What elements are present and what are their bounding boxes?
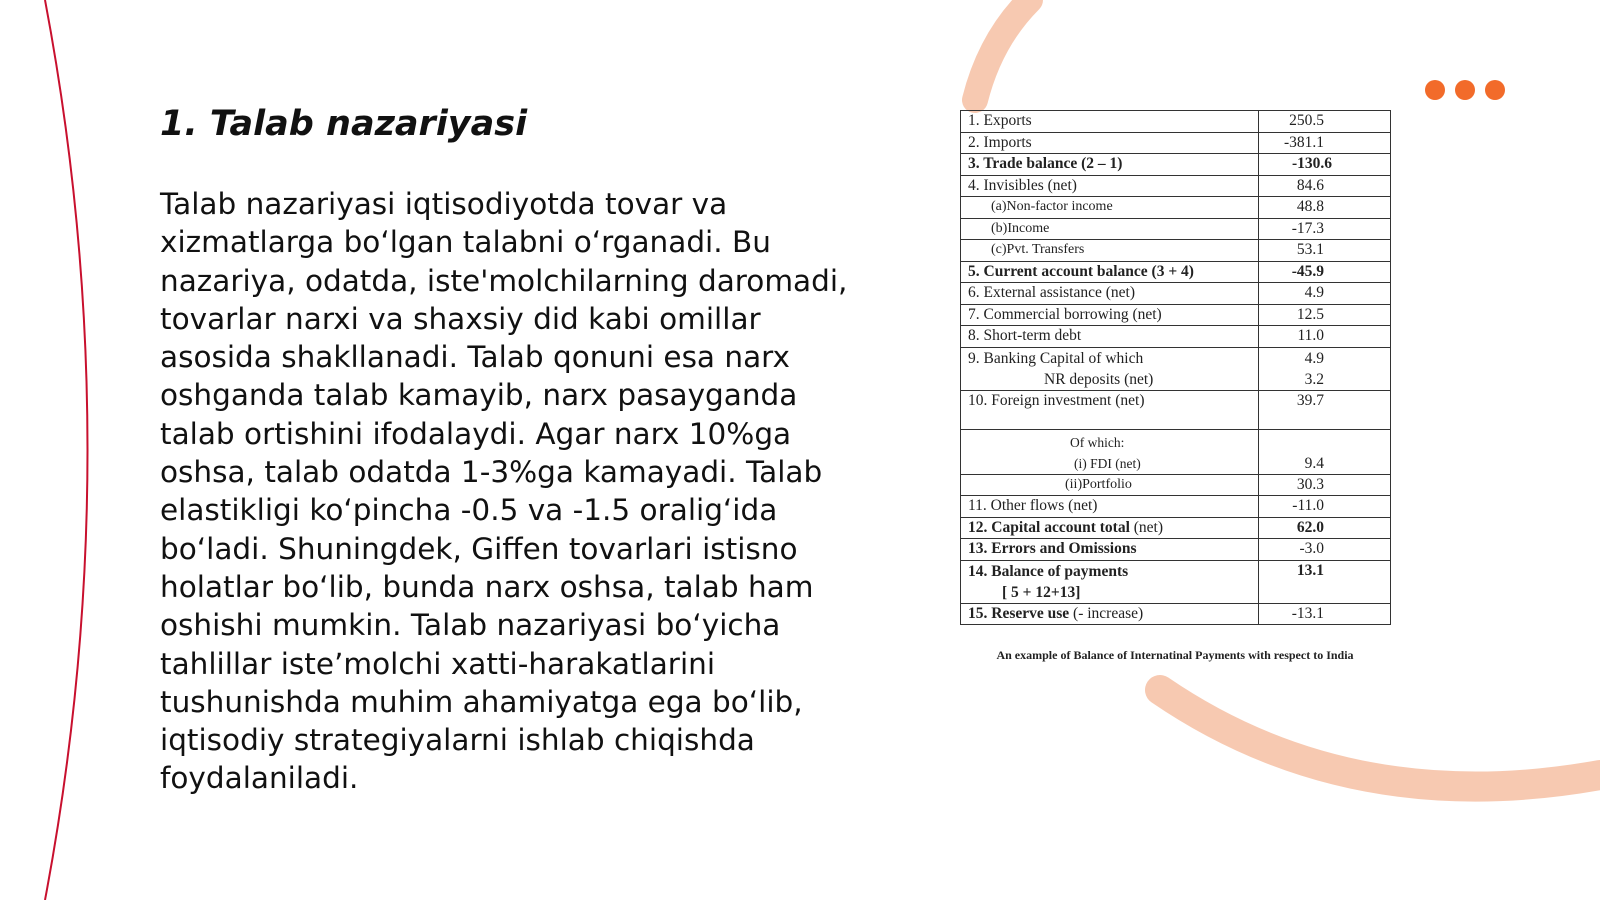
row-label: 6. External assistance (net) — [961, 283, 1259, 305]
row-value: -11.0 — [1259, 496, 1391, 518]
row-value: 11.0 — [1259, 326, 1391, 348]
row-label: (b)Income — [961, 218, 1259, 240]
row-label: 1. Exports — [961, 111, 1259, 133]
row-value: -130.6 — [1259, 154, 1391, 176]
row-label: 10. Foreign investment (net) — [961, 390, 1259, 429]
row-label: (a)Non-factor income — [961, 197, 1259, 219]
table-row — [961, 496, 1391, 518]
table-row — [961, 218, 1391, 240]
table-row — [961, 197, 1391, 219]
balance-of-payments-table — [960, 110, 1390, 625]
table-row — [961, 283, 1391, 305]
table-row — [961, 154, 1391, 176]
row-value: 84.6 — [1259, 175, 1391, 197]
row-label-bold: 15. Reserve use — [968, 604, 1070, 622]
row-label-suffix: (net) — [1133, 518, 1164, 536]
three-dots-icon — [1425, 80, 1505, 100]
table-row — [961, 132, 1391, 154]
row-value — [1259, 347, 1391, 390]
row-label-suffix: (- increase) — [1073, 604, 1144, 622]
row-value: 13.1 — [1259, 560, 1391, 603]
table-row — [961, 603, 1391, 625]
table-row — [961, 111, 1391, 133]
row-value: 53.1 — [1259, 240, 1391, 262]
row-value-line2: 3.2 — [1304, 370, 1324, 388]
table-row — [961, 347, 1391, 390]
row-label — [961, 603, 1259, 625]
table-row — [961, 304, 1391, 326]
dot — [1455, 80, 1475, 100]
table-row — [961, 175, 1391, 197]
table-row — [961, 261, 1391, 283]
row-value: 250.5 — [1259, 111, 1391, 133]
row-label: (ii)Portfolio — [961, 474, 1259, 496]
row-label: 2. Imports — [961, 132, 1259, 154]
row-label: 11. Other flows (net) — [961, 496, 1259, 518]
row-value: 4.9 — [1259, 283, 1391, 305]
orange-arc-top — [975, 0, 1030, 100]
left-curve-line — [45, 0, 88, 900]
orange-arc-bottom — [1160, 690, 1600, 787]
row-label-line1: 14. Balance of payments — [968, 562, 1129, 580]
slide-paragraph: Talab nazariyasi iqtisodiyotda tovar va xizmatlarga bo‘lgan talabni o‘rganadi. Bu nazariya, odatda, iste'molchilarning daromadi, tovarlar narxi va shaxsiy did kabi omillar asosida shakllanadi. Talab qonuni esa narx oshganda talab kamayib, narx pasayganda talab ortishini ifodalaydi. Agar narx 10%ga oshsa, talab odatda 1-3%ga kamayadi. Talab elastikligi ko‘pincha -0.5 va -1.5 oralig‘ida bo‘ladi. Shuningdek, Giffen tovarlari istisno holatlar bo‘lib, bunda narx oshsa, talab ham oshishi mumkin. Talab nazariyasi bo‘yicha tahlillar iste’molchi xatti-harakatlarini tushunishda muhim ahamiyatga ega bo‘lib, iqtisodiy strategiyalarni ishlab chiqishda foydalaniladi. — [160, 187, 848, 796]
table-row — [961, 517, 1391, 539]
table-row — [961, 474, 1391, 496]
dot — [1425, 80, 1445, 100]
table-row — [961, 326, 1391, 348]
row-label: 4. Invisibles (net) — [961, 175, 1259, 197]
row-label-line1: Of which: — [1070, 434, 1125, 450]
row-label — [961, 429, 1259, 474]
row-label — [961, 347, 1259, 390]
row-value: 62.0 — [1259, 517, 1391, 539]
row-label-line1: 9. Banking Capital of which — [968, 349, 1144, 367]
row-label-line2: (i) FDI (net) — [1074, 455, 1141, 471]
row-value-line1: 4.9 — [1304, 349, 1324, 367]
row-value: 12.5 — [1259, 304, 1391, 326]
row-label: 8. Short-term debt — [961, 326, 1259, 348]
table-row — [961, 560, 1391, 603]
row-value: -17.3 — [1259, 218, 1391, 240]
table-row — [961, 390, 1391, 429]
table-caption: An example of Balance of Internatinal Payments with respect to India — [996, 648, 1354, 662]
table-row — [961, 429, 1391, 474]
row-value: -45.9 — [1259, 261, 1391, 283]
row-label-line2: [ 5 + 12+13] — [1002, 583, 1081, 601]
row-value: -381.1 — [1259, 132, 1391, 154]
row-label — [961, 517, 1259, 539]
row-label: 13. Errors and Omissions — [961, 539, 1259, 561]
dot — [1485, 80, 1505, 100]
row-value: 9.4 — [1259, 429, 1391, 474]
row-label-bold: 12. Capital account total — [968, 518, 1130, 536]
row-value: 39.7 — [1259, 390, 1391, 429]
row-label: 5. Current account balance (3 + 4) — [961, 261, 1259, 283]
row-label: 3. Trade balance (2 – 1) — [961, 154, 1259, 176]
row-value: 30.3 — [1259, 474, 1391, 496]
row-label: 7. Commercial borrowing (net) — [961, 304, 1259, 326]
row-label-line2: NR deposits (net) — [1044, 370, 1154, 388]
table-row — [961, 539, 1391, 561]
row-value: -13.1 — [1259, 603, 1391, 625]
row-label: (c)Pvt. Transfers — [961, 240, 1259, 262]
row-value: 48.8 — [1259, 197, 1391, 219]
row-value: -3.0 — [1259, 539, 1391, 561]
row-label — [961, 560, 1259, 603]
table-row — [961, 240, 1391, 262]
slide-title: 1. Talab nazariyasi — [160, 104, 528, 144]
